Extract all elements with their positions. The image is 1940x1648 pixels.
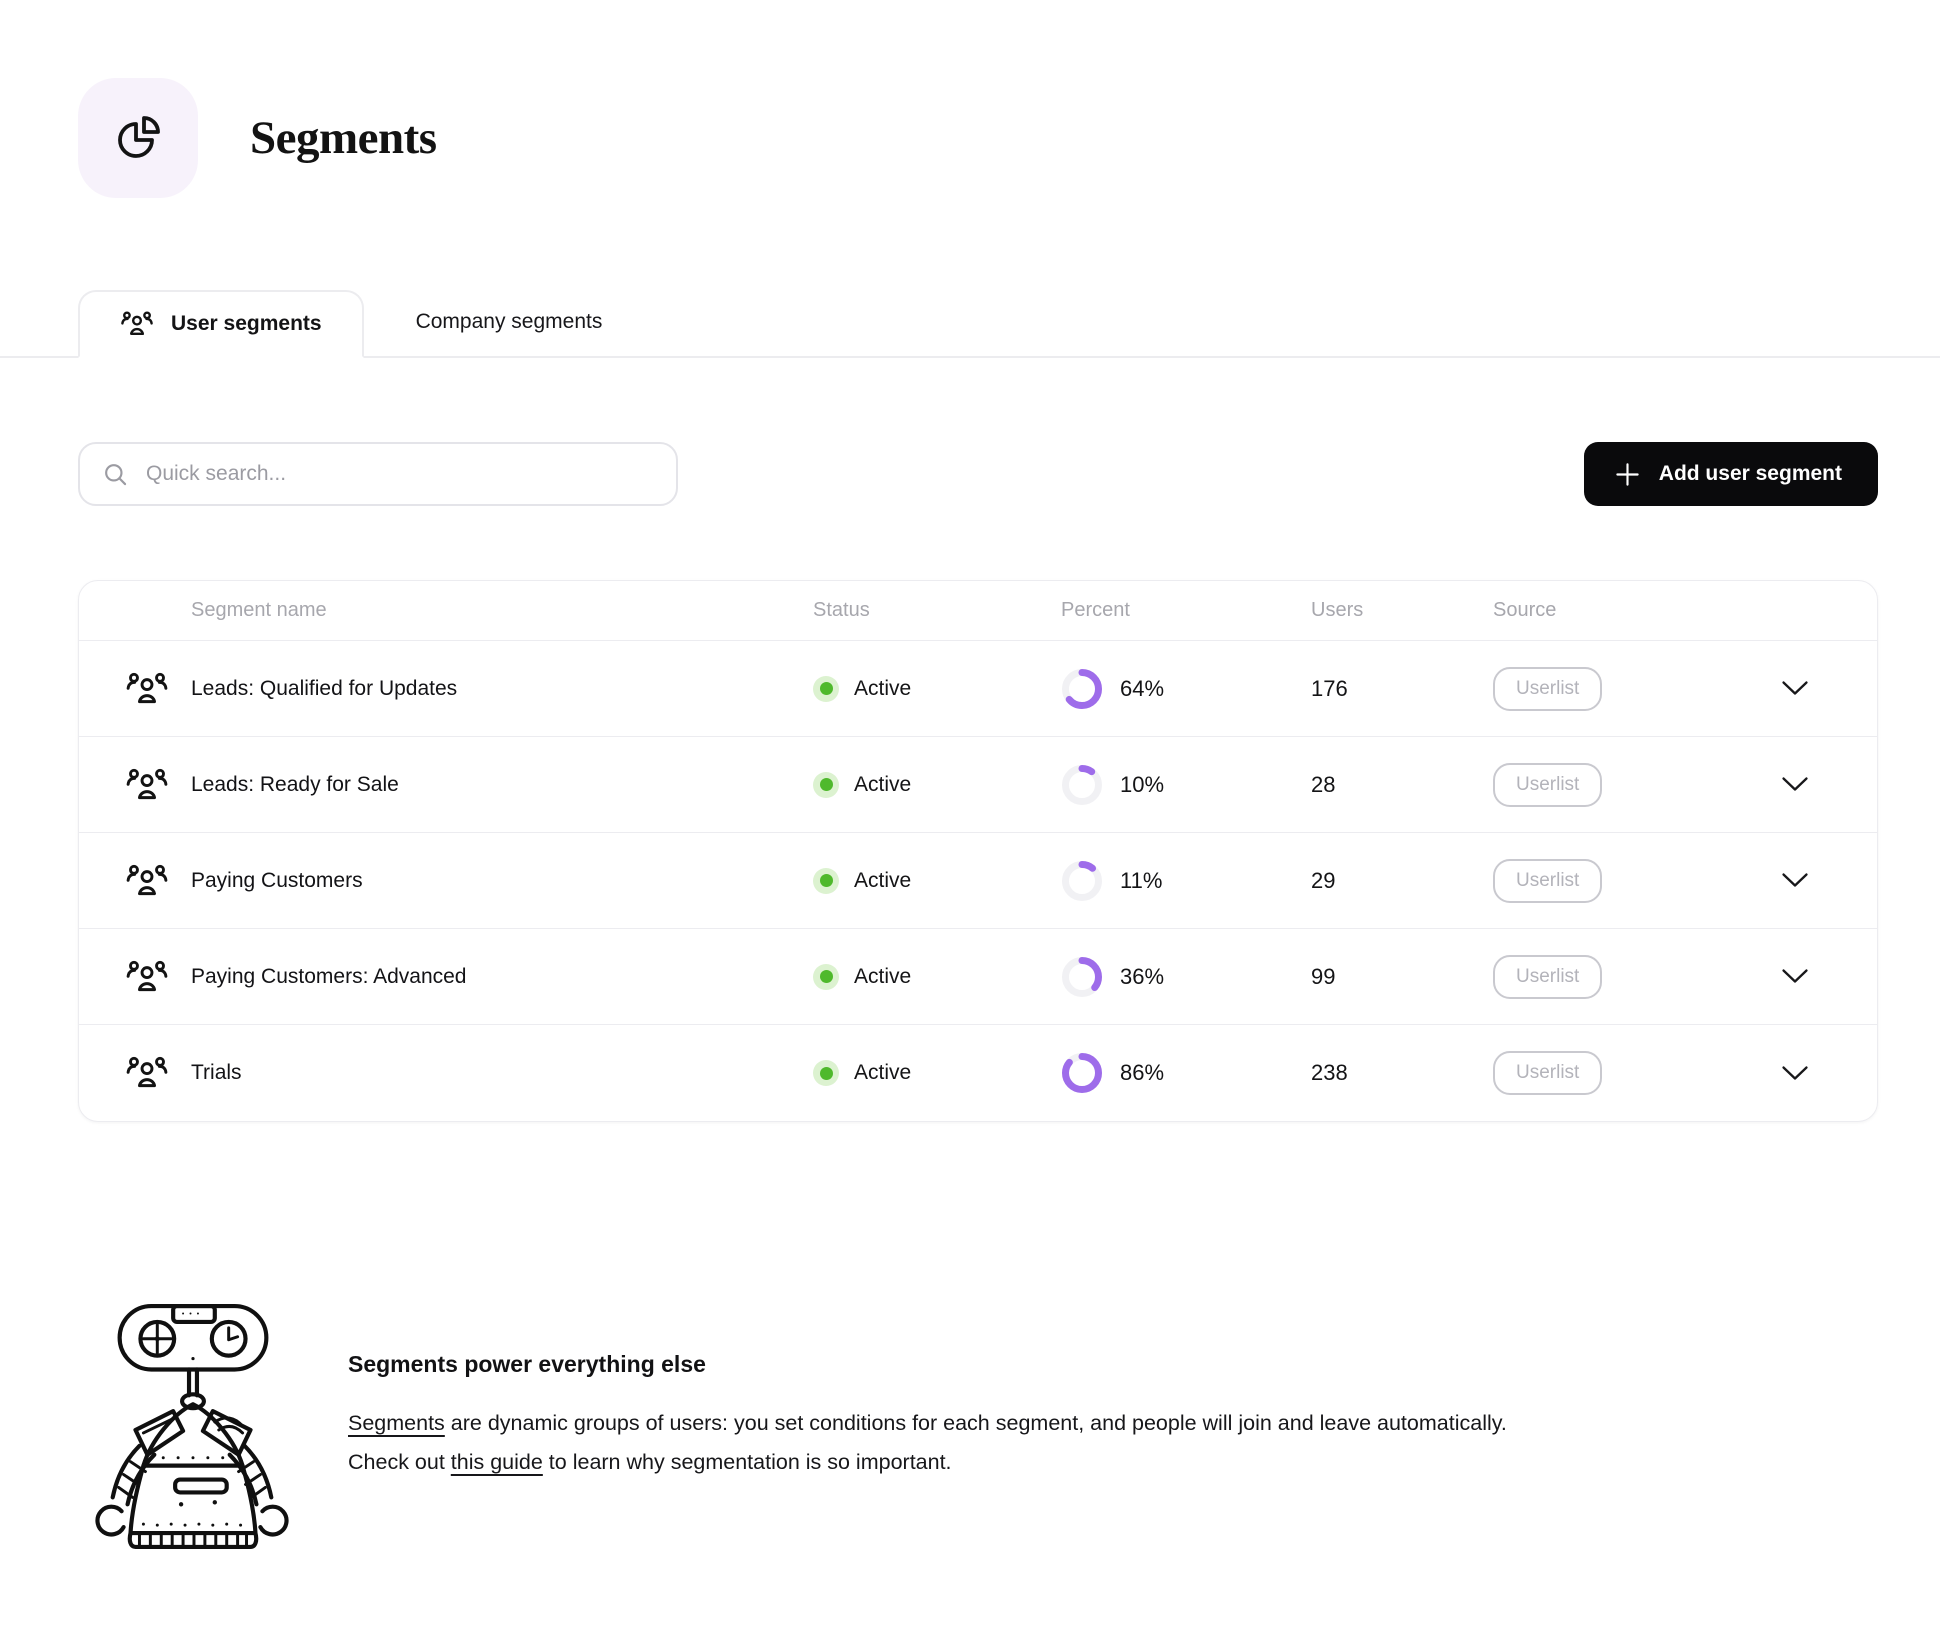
percent-label: 36% bbox=[1120, 963, 1165, 989]
users-count: 28 bbox=[1311, 771, 1336, 797]
table-row[interactable] bbox=[79, 641, 1877, 737]
footer-heading: Segments power everything else bbox=[348, 1351, 706, 1377]
column-header-source: Source bbox=[1493, 599, 1557, 621]
toolbar bbox=[78, 442, 1878, 506]
status-cell bbox=[813, 868, 1061, 894]
status-active-dot bbox=[813, 868, 839, 894]
source-badge: Userlist bbox=[1493, 667, 1602, 711]
add-user-segment-button[interactable] bbox=[1584, 442, 1878, 506]
robot-doodle-illustration bbox=[78, 1299, 306, 1551]
segment-name: Trials bbox=[191, 1061, 242, 1084]
chevron-down-icon bbox=[1781, 680, 1809, 697]
chevron-down-icon bbox=[1781, 776, 1809, 793]
percent-donut-chart bbox=[1061, 860, 1103, 902]
expand-row-button[interactable] bbox=[1713, 968, 1877, 985]
status-label: Active bbox=[854, 868, 912, 892]
users-count: 99 bbox=[1311, 963, 1336, 989]
source-cell bbox=[1493, 1051, 1713, 1095]
segment-name-cell bbox=[79, 763, 813, 807]
table-row[interactable] bbox=[79, 1025, 1877, 1121]
segments-table bbox=[78, 580, 1878, 1122]
table-row[interactable] bbox=[79, 833, 1877, 929]
table-header-row bbox=[79, 581, 1877, 641]
status-active-dot bbox=[813, 1060, 839, 1086]
source-cell bbox=[1493, 955, 1713, 999]
footer-help-section bbox=[78, 1299, 1878, 1551]
segment-name-cell bbox=[79, 859, 813, 903]
chevron-down-icon bbox=[1781, 968, 1809, 985]
search-input[interactable] bbox=[78, 442, 678, 506]
expand-row-button[interactable] bbox=[1713, 776, 1877, 793]
table-body bbox=[79, 641, 1877, 1121]
inline-link[interactable]: Segments bbox=[348, 1411, 445, 1435]
percent-label: 11% bbox=[1120, 867, 1163, 893]
plus-icon bbox=[1614, 461, 1641, 488]
status-active-dot bbox=[813, 772, 839, 798]
page-header bbox=[78, 78, 1878, 198]
segments-app-icon bbox=[78, 78, 198, 198]
segment-name: Paying Customers bbox=[191, 868, 363, 892]
users-icon bbox=[125, 1051, 169, 1095]
users-icon bbox=[125, 955, 169, 999]
users-icon bbox=[125, 667, 169, 711]
segment-name-cell bbox=[79, 1051, 813, 1095]
tab-label: Company segments bbox=[415, 310, 603, 333]
source-badge: Userlist bbox=[1493, 859, 1602, 903]
column-header-users: Users bbox=[1311, 599, 1364, 621]
add-button-label: Add user segment bbox=[1658, 462, 1842, 485]
percent-donut-chart bbox=[1061, 764, 1103, 806]
percent-donut-chart bbox=[1061, 1052, 1103, 1094]
source-cell bbox=[1493, 859, 1713, 903]
status-cell bbox=[813, 772, 1061, 798]
status-label: Active bbox=[854, 772, 912, 796]
tab-company-segments[interactable] bbox=[364, 288, 655, 356]
expand-row-button[interactable] bbox=[1713, 680, 1877, 697]
status-cell bbox=[813, 1060, 1061, 1086]
tabbar bbox=[0, 288, 1940, 358]
percent-label: 64% bbox=[1120, 675, 1165, 701]
column-header-percent: Percent bbox=[1061, 599, 1130, 621]
users-icon bbox=[125, 859, 169, 903]
source-cell bbox=[1493, 667, 1713, 711]
table-row[interactable] bbox=[79, 929, 1877, 1025]
users-count: 176 bbox=[1311, 675, 1348, 701]
percent-cell bbox=[1061, 764, 1311, 806]
segment-name: Leads: Qualified for Updates bbox=[191, 676, 458, 700]
users-count: 29 bbox=[1311, 867, 1336, 893]
status-active-dot bbox=[813, 676, 839, 702]
column-header-status: Status bbox=[813, 599, 870, 621]
status-cell bbox=[813, 964, 1061, 990]
percent-donut-chart bbox=[1061, 956, 1103, 998]
expand-row-button[interactable] bbox=[1713, 872, 1877, 889]
search-box bbox=[78, 442, 678, 506]
footer-text-block bbox=[348, 1299, 1508, 1482]
pie-chart-icon bbox=[114, 114, 162, 162]
column-header-segment-name: Segment name bbox=[191, 599, 327, 621]
footer-body: Segments are dynamic groups of users: you set conditions for each segment, and people will join and leave automatically. Check out this guide to learn why segmentation is so important. bbox=[348, 1411, 1507, 1474]
inline-link[interactable]: this guide bbox=[450, 1450, 543, 1474]
percent-cell bbox=[1061, 860, 1311, 902]
percent-cell bbox=[1061, 956, 1311, 998]
percent-label: 86% bbox=[1120, 1060, 1165, 1085]
segment-name: Paying Customers: Advanced bbox=[191, 964, 467, 988]
percent-donut-chart bbox=[1061, 668, 1103, 710]
table-row[interactable] bbox=[79, 737, 1877, 833]
status-cell bbox=[813, 676, 1061, 702]
source-badge: Userlist bbox=[1493, 955, 1602, 999]
users-count: 238 bbox=[1311, 1060, 1348, 1085]
expand-row-button[interactable] bbox=[1713, 1065, 1877, 1082]
segment-name: Leads: Ready for Sale bbox=[191, 772, 399, 796]
status-label: Active bbox=[854, 964, 912, 988]
source-cell bbox=[1493, 763, 1713, 807]
percent-cell bbox=[1061, 1052, 1311, 1094]
page-title: Segments bbox=[250, 112, 437, 164]
tab-user-segments[interactable] bbox=[78, 290, 364, 358]
status-active-dot bbox=[813, 964, 839, 990]
status-label: Active bbox=[854, 676, 912, 700]
chevron-down-icon bbox=[1781, 872, 1809, 889]
percent-label: 10% bbox=[1120, 771, 1165, 797]
tab-label: User segments bbox=[171, 312, 322, 335]
segment-name-cell bbox=[79, 955, 813, 999]
users-icon bbox=[120, 307, 154, 341]
status-label: Active bbox=[854, 1061, 912, 1084]
source-badge: Userlist bbox=[1493, 1051, 1602, 1095]
chevron-down-icon bbox=[1781, 1065, 1809, 1082]
percent-cell bbox=[1061, 668, 1311, 710]
users-icon bbox=[125, 763, 169, 807]
segment-name-cell bbox=[79, 667, 813, 711]
source-badge: Userlist bbox=[1493, 763, 1602, 807]
